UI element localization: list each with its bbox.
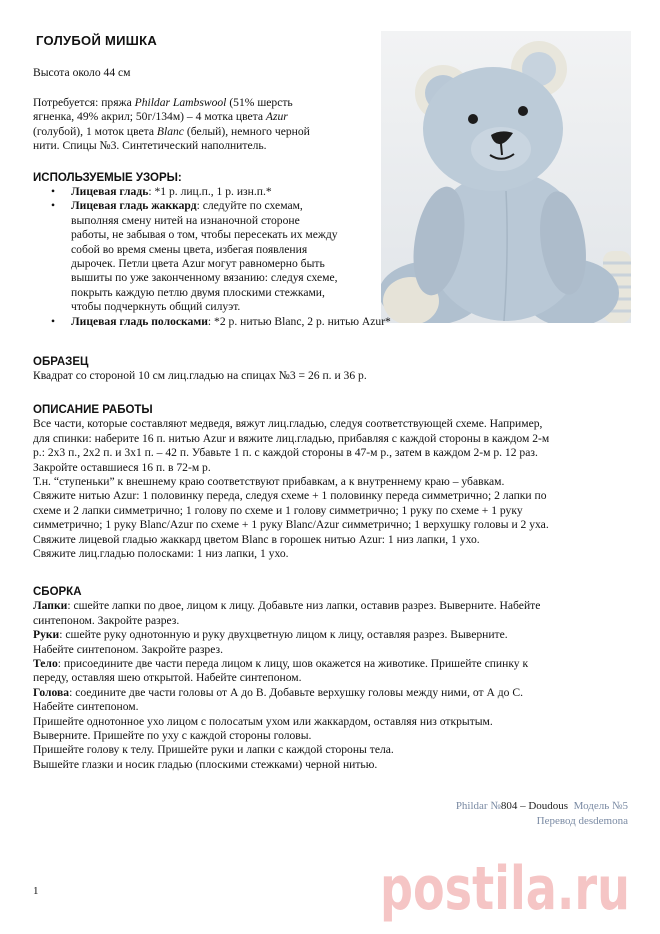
paws-line: синтепоном. Закройте разрез. (33, 613, 180, 627)
head-line: Набейте синтепоном. (33, 700, 139, 714)
arms-line: Руки: сшейте руку однотонную и руку двухцветную лицом к лицу, оставляя разрез. Выверните. (33, 628, 508, 642)
materials-line-2: ягненка, 49% акрил; 50г/134м) – 4 мотка цвета Azur (33, 110, 288, 124)
list-item: • Лицевая гладь жаккард: следуйте по схемам, выполняя смену нитей на изнаночной стороне работы, не забывая о том, чтобы пересекать их между собой во время смены цвета, избегая появления дырочек. Петли цвета Azur могут равномерно быть вышиты по уже законченному вязанию: следуя схеме, покрыть каждую петлю двумя плоскими стежками, чтобы подчеркнуть общий силуэт. (51, 199, 338, 314)
materials-line-4: нити. Спицы №3. Синтетический наполнитель. (33, 139, 267, 153)
body-line: переду, оставляя шею открытой. Набейте синтепоном. (33, 671, 302, 685)
paws-line: Лапки: сшейте лапки по двое, лицом к лицу. Добавьте низ лапки, оставив разрез. Выверните. Набейте (33, 599, 541, 613)
assembly-line: Вышейте глазки и носик гладью (плоскими стежками) черной нитью. (33, 757, 378, 771)
work-line: Свяжите лиц.гладью полосками: 1 низ лапки, 1 ухо. (33, 547, 289, 561)
list-item: • Лицевая гладь: *1 р. лиц.п., 1 р. изн.п.* (51, 185, 272, 198)
bullet: • (51, 199, 56, 213)
source-credit: Phildar №804 – Doudous Модель №5 (455, 800, 628, 812)
work-heading: ОПИСАНИЕ РАБОТЫ (33, 404, 153, 416)
page-number: 1 (33, 885, 39, 897)
work-line: Все части, которые составляют медведя, вяжут лиц.гладью, следуя соответствующей схеме. Например, (33, 417, 543, 431)
postila-logo (380, 847, 630, 929)
materials (33, 96, 310, 154)
sample-text: Квадрат со стороной 10 см лиц.гладью на спицах №3 = 26 п. и 36 р. (33, 369, 367, 383)
assembly-line: Выверните. Пришейте по уху с каждой стороны головы. (33, 729, 312, 743)
work-line: Закройте оставшиеся 16 п. в 72-м р. (33, 460, 211, 474)
list-item: • Лицевая гладь полосками: *2 р. нитью Blanc, 2 р. нитью Azur* (51, 314, 391, 328)
work-line: схеме и 2 лапки симметрично; 1 голову по схеме и 1 голову симметрично; 1 руку по схеме + 1 руку (33, 503, 523, 517)
patterns-heading: ИСПОЛЬЗУЕМЫЕ УЗОРЫ: (33, 172, 182, 184)
bullet: • (51, 314, 56, 328)
page-title: ГОЛУБОЙ МИШКА (36, 33, 158, 48)
assembly-section (33, 585, 618, 772)
assembly-line: Пришейте голову к телу. Пришейте руки и лапки с каждой стороны тела. (33, 743, 394, 757)
arms-line: Набейте синтепоном. Закройте разрез. (33, 642, 223, 656)
work-line: симметрично; 1 руку Blanc/Azur по схеме + 1 руку Blanc/Azur симметрично; 1 верхушку головы и 2 уха. (33, 518, 549, 532)
work-line: Свяжите нитью Azur: 1 половинку переда, следуя схеме + 1 половинку переда симметрично; 2 лапки по (33, 489, 547, 503)
height-info: Высота около 44 см (33, 66, 131, 79)
materials-line-3: (голубой), 1 моток цвета Blanc (белый), немного черной (33, 124, 310, 138)
assembly-heading: СБОРКА (33, 586, 82, 598)
materials-line-1: Потребуется: пряжа Phildar Lambswool (51% шерсть (33, 96, 293, 109)
sample-heading: ОБРАЗЕЦ (33, 356, 89, 368)
patterns-list (33, 185, 438, 329)
work-line: Свяжите лицевой гладью жаккард цветом Blanc в горошек нитью Azur: 1 низ лапки, 1 ухо. (33, 532, 480, 546)
footer-credits (456, 799, 628, 829)
work-line: р.: 2x3 п., 2x2 п. и 3x1 п. – 42 п. Убавьте 1 п. с каждой стороны в 47-м р., затем в каждом 2-м р. 12 раз. (33, 446, 538, 460)
bullet: • (51, 185, 56, 198)
work-line: Т.н. “ступеньки” к внешнему краю соответствуют прибавкам, а к внутреннему краю – убавкам. (33, 475, 505, 489)
head-line: Голова: соедините две части головы от А до В. Добавьте верхушку головы между ними, от А до С. (33, 685, 523, 699)
logo-text: postila.ru (380, 854, 630, 924)
work-section (33, 403, 618, 561)
assembly-line: Пришейте однотонное ухо лицом с полосатым ухом или жаккардом, оставляя низ открытым. (33, 714, 493, 728)
work-line: для спинки: наберите 16 п. нитью Azur и вяжите лиц.гладью, прибавляя с каждой стороны в каждом 2-м (33, 431, 550, 445)
sample-section (33, 355, 618, 384)
body-line: Тело: присоедините две части переда лицом к лицу, шов окажется на животике. Пришейте спинку к (33, 657, 529, 671)
translation-credit: Перевод desdemona (536, 815, 628, 827)
